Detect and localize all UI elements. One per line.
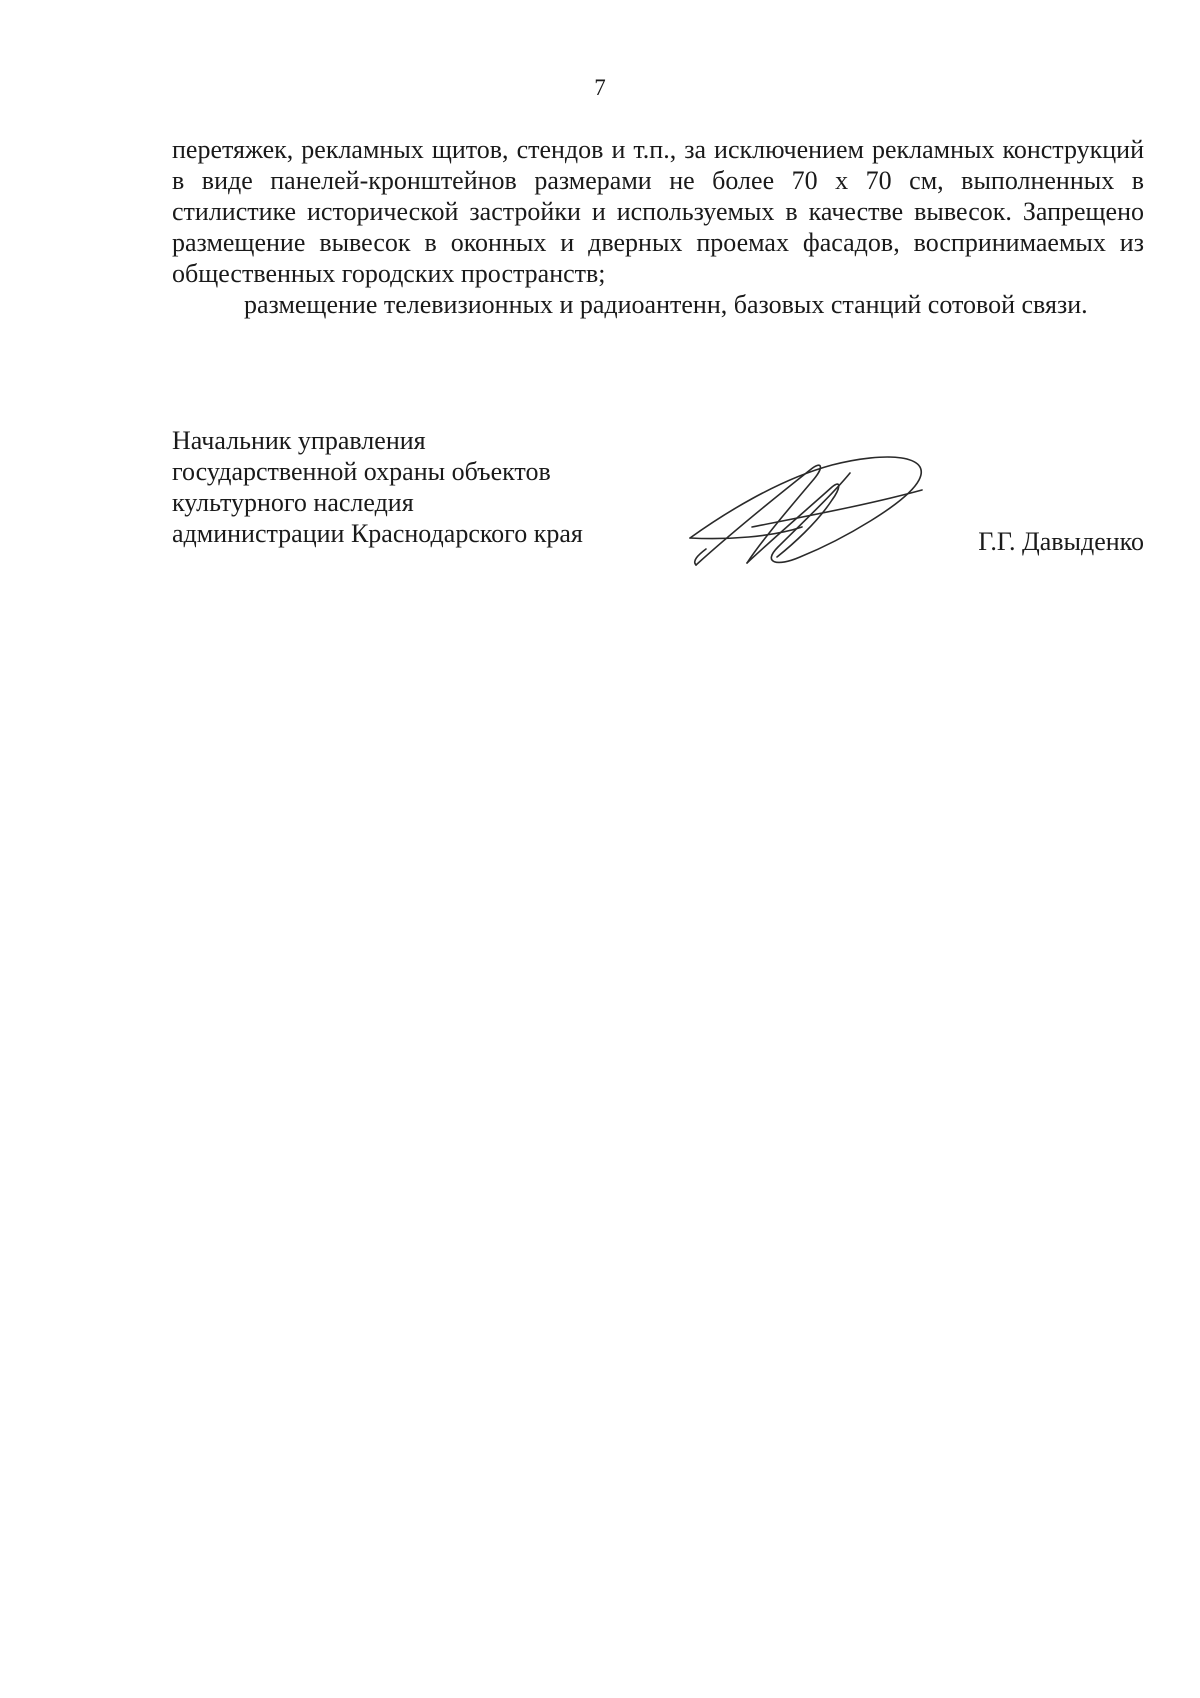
paragraph-advertising-restrictions: перетяжек, рекламных щитов, стендов и т.п., за исключением рекламных конструкций в виде панелей-кронштейнов размерами не более 70 х 70 см, выполненных в стилистике исторической застройки и используемых в качестве вывесок. Запрещено размещение вывесок в оконных и дверных проемах фасадов, воспринимаемых из общественных городских пространств; [172, 135, 1144, 288]
signatory-title-line: культурного наследия [172, 488, 414, 517]
page-number: 7 [594, 75, 606, 100]
signatory-title-line: государственной охраны объектов [172, 457, 551, 486]
paragraph-antenna-restrictions: размещение телевизионных и радиоантенн, базовых станций сотовой связи. [244, 290, 1088, 319]
document-body [172, 134, 1144, 320]
signatory-title-line: администрации Краснодарского края [172, 519, 583, 548]
signatory-name: Г.Г. Давыденко [978, 527, 1144, 556]
signatory-title [172, 425, 583, 549]
signatory-title-line: Начальник управления [172, 426, 426, 455]
signature-block [172, 425, 1144, 605]
handwritten-signature [682, 445, 962, 595]
